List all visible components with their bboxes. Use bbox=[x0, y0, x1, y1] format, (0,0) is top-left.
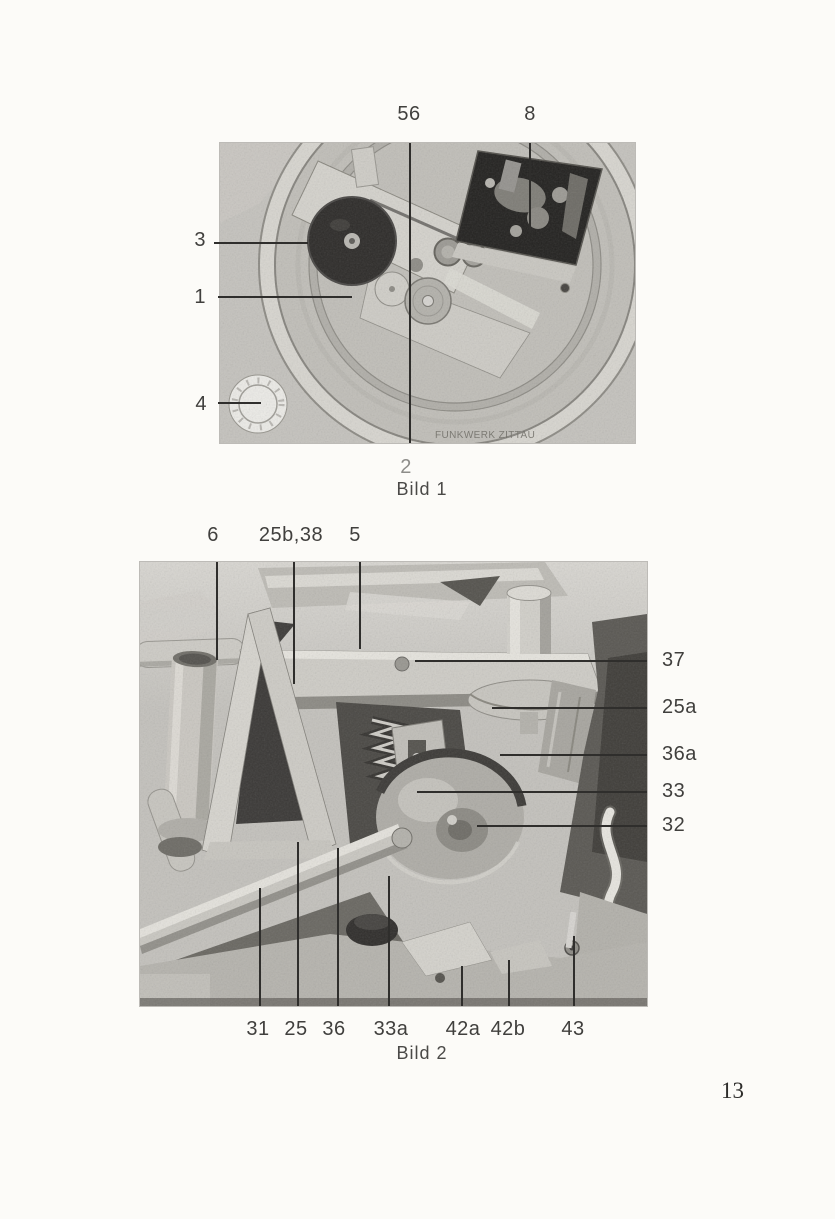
callout-31: 31 bbox=[246, 1018, 270, 1040]
figure1-photo bbox=[220, 143, 635, 443]
callout-25: 25 bbox=[284, 1018, 308, 1040]
callout-42a: 42a bbox=[445, 1018, 481, 1040]
leader-line-25 bbox=[297, 842, 299, 1006]
grain-overlay-light bbox=[220, 143, 635, 443]
leader-line-5 bbox=[359, 562, 361, 649]
figure2-caption: Bild 2 bbox=[396, 1043, 448, 1063]
callout-43: 43 bbox=[561, 1018, 585, 1040]
callout-37: 37 bbox=[662, 649, 686, 671]
callout-32: 32 bbox=[662, 814, 686, 836]
leader-line-36a bbox=[500, 754, 647, 756]
callout-2: 2 bbox=[400, 456, 412, 478]
leader-line-25b38 bbox=[293, 562, 295, 684]
leader-line-6 bbox=[216, 562, 218, 660]
callout-4: 4 bbox=[195, 393, 207, 415]
leader-line-37 bbox=[415, 660, 647, 662]
leader-line-8 bbox=[529, 143, 531, 233]
leader-line-4 bbox=[218, 402, 261, 404]
callout-25b38: 25b,38 bbox=[258, 524, 324, 546]
callout-8: 8 bbox=[524, 103, 536, 125]
leader-line-3 bbox=[214, 242, 308, 244]
leader-line-1 bbox=[218, 296, 352, 298]
callout-5: 5 bbox=[349, 524, 361, 546]
callout-36: 36 bbox=[322, 1018, 346, 1040]
page-number: 13 bbox=[721, 1078, 744, 1103]
leader-line-25a bbox=[492, 707, 647, 709]
callout-25a: 25a bbox=[662, 696, 697, 718]
leader-line-42a bbox=[461, 966, 463, 1006]
leader-line-42b bbox=[508, 960, 510, 1006]
photo-embossed-text: FUNKWERK ZITTAU bbox=[435, 430, 536, 441]
callout-1: 1 bbox=[194, 286, 206, 308]
callout-6: 6 bbox=[207, 524, 219, 546]
leader-line-31 bbox=[259, 888, 261, 1006]
callout-33a: 33a bbox=[373, 1018, 409, 1040]
callout-3: 3 bbox=[194, 229, 206, 251]
leader-line-33 bbox=[417, 791, 647, 793]
leader-line-56-2 bbox=[409, 143, 411, 443]
leader-line-33a bbox=[388, 876, 390, 1006]
callout-42b: 42b bbox=[490, 1018, 526, 1040]
leader-line-32 bbox=[477, 825, 647, 827]
callout-56: 56 bbox=[397, 103, 421, 125]
leader-line-36 bbox=[337, 848, 339, 1006]
callout-36a: 36a bbox=[662, 743, 697, 765]
leader-line-43 bbox=[573, 936, 575, 1006]
figure1-caption: Bild 1 bbox=[396, 479, 448, 499]
callout-33: 33 bbox=[662, 780, 686, 802]
